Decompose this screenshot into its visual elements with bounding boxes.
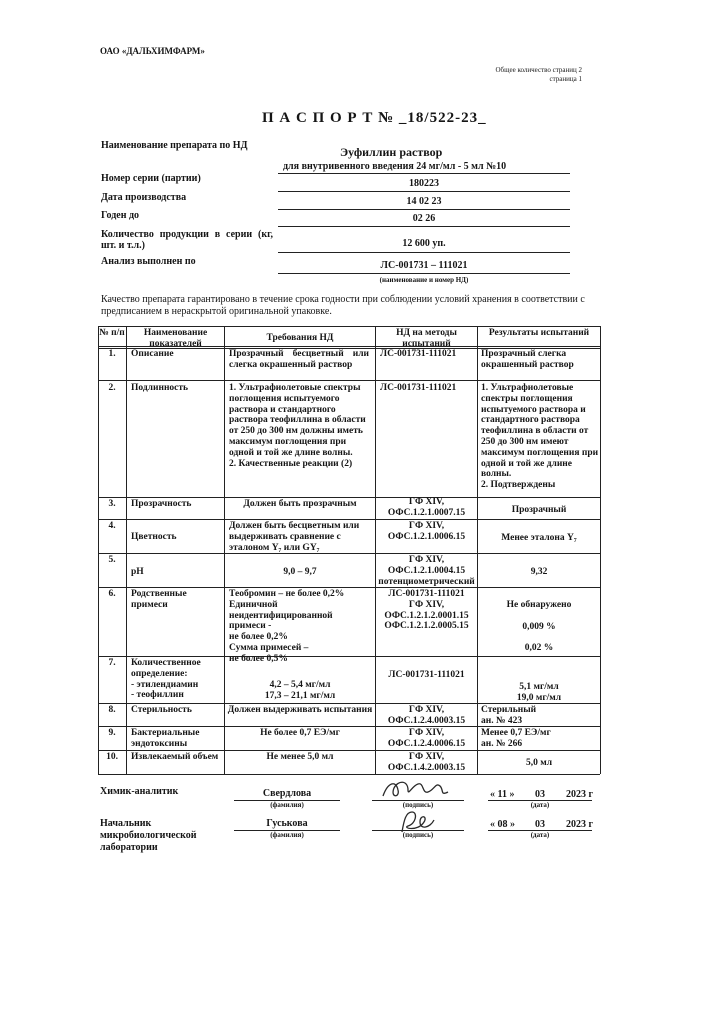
row-req: Теобромин – не более 0,2% Единичной неидентифицированной примеси - не более 0,2% Сумма примесей – не более 0,5% bbox=[229, 589, 345, 664]
expiry-label: Годен до bbox=[101, 210, 140, 221]
head-family-caption: (фамилия) bbox=[270, 831, 304, 839]
quantity-label: Количество продукции в серии (кг, шт. и т.л.) bbox=[101, 229, 273, 251]
row-num: 7. bbox=[108, 658, 116, 668]
head-signature-caption: (подпись) bbox=[402, 831, 434, 839]
row-num: 5. bbox=[108, 555, 116, 565]
drug-form: для внутривенного введения 24 мг/мл - 5 мл №10 bbox=[283, 161, 507, 172]
row-num: 2. bbox=[108, 383, 116, 393]
drug-label: Наименование препарата по НД bbox=[101, 140, 248, 151]
row-method: ЛС-001731-111021 bbox=[388, 670, 465, 680]
head-date-caption: (дата) bbox=[530, 831, 550, 839]
chemist-name: Свердлова bbox=[262, 788, 312, 799]
row-result: Прозрачный слегка окрашенный раствор bbox=[481, 349, 574, 370]
row-name: Бактериальные эндотоксины bbox=[131, 728, 200, 749]
row-req: Должен быть прозрачным bbox=[243, 499, 357, 509]
chemist-family-caption: (фамилия) bbox=[270, 801, 304, 809]
series-label: Номер серии (партии) bbox=[101, 173, 201, 184]
drug-name: Эуфиллин раствор bbox=[340, 145, 443, 159]
chemist-role: Химик-аналитик bbox=[100, 786, 179, 797]
row-req: Не более 0,7 ЕЭ/мг bbox=[260, 728, 340, 738]
row-req: Прозрачный бесцветный или слегка окрашенный раствор bbox=[229, 349, 369, 370]
row-num: 10. bbox=[106, 752, 118, 762]
header-name: Наименование показателей bbox=[143, 328, 208, 349]
row-num: 3. bbox=[108, 499, 116, 509]
row-method: ГФ XIV, ОФС.1.2.4.0003.15 bbox=[387, 705, 466, 726]
row-name: Прозрачность bbox=[131, 499, 192, 509]
page-title: П А С П О Р Т № _18/522-23_ bbox=[262, 110, 487, 126]
row-req: 9,0 – 9,7 bbox=[283, 567, 317, 577]
drug-form-line bbox=[278, 173, 570, 174]
row-name: Подлинность bbox=[131, 383, 189, 393]
quantity-line bbox=[278, 252, 570, 253]
row-num: 4. bbox=[108, 521, 116, 531]
header-req: Требования НД bbox=[266, 333, 334, 343]
row-req: Не менее 5,0 мл bbox=[266, 752, 334, 762]
analysis-label: Анализ выполнен по bbox=[101, 256, 196, 267]
quantity-value: 12 600 уп. bbox=[402, 238, 446, 249]
row-num: 9. bbox=[108, 728, 116, 738]
row-method: ЛС-001731-111021 bbox=[380, 349, 457, 359]
row-result: 1. Ультрафиолетовые спектры поглощения испытуемого раствора и стандартного раствора теофиллина в области от 250 до 300 нм имеют максимум поглощения при одной и той же длине волны. 2. Подтверждены bbox=[481, 383, 599, 491]
header-num: № п/п bbox=[99, 328, 125, 338]
head-month: 03 bbox=[535, 819, 545, 830]
row-method: ЛС-001731-111021 ГФ XIV, ОФС.1.2.1.2.0001.15 ОФС.1.2.1.2.0005.15 bbox=[384, 589, 469, 632]
header-result: Результаты испытаний bbox=[488, 328, 590, 338]
row-name: Количественное определение: - этилендиамин - теофиллин bbox=[131, 658, 201, 701]
head-role: Начальник микробиологической лаборатории bbox=[100, 818, 197, 853]
header-method: НД на методы испытаний bbox=[396, 328, 457, 349]
row-req: 4,2 – 5,4 мг/мл 17,3 – 21,1 мг/мл bbox=[264, 680, 336, 701]
row-result: 5,0 мл bbox=[525, 758, 553, 768]
row-result: Менее 0,7 ЕЭ/мг ан. № 266 bbox=[481, 728, 551, 749]
head-name: Гуськова bbox=[266, 818, 308, 829]
row-result: Прозрачный bbox=[511, 505, 567, 515]
row-method: ГФ XIV, ОФС.1.2.1.0006.15 bbox=[387, 521, 466, 542]
expiry-value: 02 26 bbox=[412, 213, 436, 224]
row-method: ГФ XIV, ОФС.1.2.1.0004.15 потенциометрический bbox=[378, 555, 475, 587]
analysis-line bbox=[278, 273, 570, 274]
row-result: 9,32 bbox=[530, 567, 548, 577]
chemist-signature bbox=[378, 776, 458, 802]
row-req: Должен быть бесцветным или выдерживать сравнение с эталоном Y₇ или GY₇ bbox=[229, 521, 360, 553]
head-year: 2023 г bbox=[566, 819, 594, 830]
quality-note: Качество препарата гарантировано в течение срока годности при соблюдении условий хранения в соответствии с предписанием в нераскрытой оригинальной упаковке. bbox=[101, 294, 585, 317]
row-result: 5,1 мг/мл 19,0 мг/мл bbox=[516, 682, 562, 703]
row-name: Цветность bbox=[131, 532, 177, 542]
chemist-month: 03 bbox=[535, 789, 545, 800]
chemist-day: « 11 » bbox=[490, 789, 515, 800]
row-result: Менее эталона Y₇ bbox=[501, 533, 577, 543]
analysis-note: (наименование и номер НД) bbox=[379, 276, 469, 284]
row-req: Должен выдерживать испытания bbox=[227, 705, 373, 715]
row-num: 1. bbox=[108, 349, 116, 359]
row-num: 8. bbox=[108, 705, 116, 715]
row-result: Стерильный ан. № 423 bbox=[481, 705, 537, 726]
series-value: 180223 bbox=[409, 178, 439, 189]
row-name: pH bbox=[131, 567, 144, 577]
row-method: ГФ XIV, ОФС.1.4.2.0003.15 bbox=[387, 752, 466, 773]
row-method: ЛС-001731-111021 bbox=[380, 383, 457, 393]
row-num: 6. bbox=[108, 589, 116, 599]
series-line bbox=[278, 191, 570, 192]
chemist-signature-caption: (подпись) bbox=[402, 801, 434, 809]
row-method: ГФ XIV, ОФС.1.2.4.0006.15 bbox=[387, 728, 466, 749]
row-method: ГФ XIV, ОФС.1.2.1.0007.15 bbox=[387, 497, 466, 518]
expiry-line bbox=[278, 226, 570, 227]
date-value: 14 02 23 bbox=[406, 196, 442, 207]
date-label: Дата производства bbox=[101, 192, 187, 203]
head-day: « 08 » bbox=[490, 819, 515, 830]
row-name: Описание bbox=[131, 349, 174, 359]
row-result: Не обнаружено 0,009 % 0,02 % bbox=[506, 600, 572, 654]
row-name: Стерильность bbox=[131, 705, 192, 715]
company-name: ОАО «ДАЛЬХИМФАРМ» bbox=[100, 46, 205, 56]
row-name: Родственные примеси bbox=[131, 589, 187, 610]
date-line bbox=[278, 209, 570, 210]
page-number: страница 1 bbox=[549, 75, 582, 83]
chemist-year: 2023 г bbox=[566, 789, 594, 800]
chemist-date-caption: (дата) bbox=[530, 801, 550, 809]
page-count bbox=[470, 66, 582, 84]
total-pages: Общее количество страниц 2 bbox=[495, 66, 582, 74]
row-name: Извлекаемый объем bbox=[131, 752, 219, 762]
row-req: 1. Ультрафиолетовые спектры поглощения испытуемого раствора и стандартного раствора теофиллина в области от 250 до 300 нм должны иметь максимум поглощения при одной и той же длине волны. 2. Качественные реакции (2) bbox=[229, 383, 366, 469]
analysis-value: ЛС-001731 – 111021 bbox=[380, 260, 468, 271]
